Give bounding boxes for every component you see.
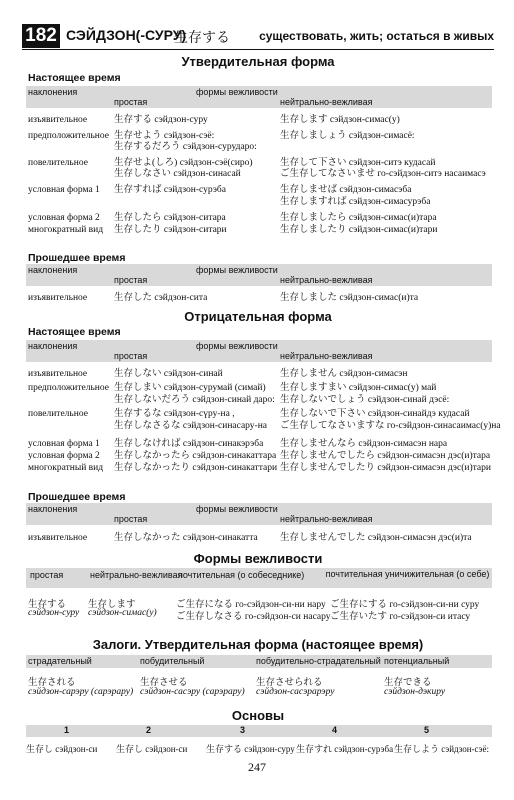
voice-causative-passive-jp: 生存させられる <box>256 677 323 688</box>
aff-present-neutral: 生存します сэйдзон-симас(у) <box>280 115 400 125</box>
base-num-3: 3 <box>240 725 246 735</box>
politeness-honorific-1: ご生存になる го-сэйдзон-си-ни нару <box>176 600 326 610</box>
neg-present-plain: 生存しなければ сэйдзон-синакэрэба <box>114 439 264 449</box>
col-plain: простая <box>114 97 148 107</box>
col-politeness: формы вежливости <box>196 341 278 351</box>
base-value-3: 生存する сэйдзон-суру <box>206 744 295 754</box>
base-num-4: 4 <box>332 725 338 735</box>
neg-present-table-header <box>26 340 492 362</box>
section-politeness-title: Формы вежливости <box>193 551 323 566</box>
col-politeness: формы вежливости <box>196 504 278 514</box>
voice-causative-rom: сэйдзон-сасэру (сарэрару) <box>140 687 245 697</box>
col-mood: наклонения <box>28 341 78 351</box>
entry-japanese: 生存する <box>174 30 230 46</box>
voice-col-causative-passive: побудительно-страдательный <box>256 656 381 666</box>
col-neutral: нейтрально-вежливая <box>280 514 373 524</box>
voice-causative-passive-rom: сэйдзон-сасэрарэру <box>256 687 335 697</box>
base-value-1: 生存し сэйдзон-си <box>26 744 98 754</box>
entry-translation: существовать, жить; остаться в живых <box>259 29 494 43</box>
neg-present-plain: 生存しないだろう сэйдзон-синай даро: <box>114 395 275 405</box>
section-negative-title: Отрицательная форма <box>184 309 332 324</box>
voice-passive-rom: сэйдзон-сарэру (сарэрару) <box>28 687 134 697</box>
neg-present-neutral: 生存しますまい сэйдзон-симас(у) май <box>280 383 437 393</box>
neg-present-neutral: 生存しませんでしたり сэйдзон-симасэн дэс(и)тари <box>280 463 491 473</box>
politeness-neutral-rom: сэйдзон-симас(у) <box>88 608 157 618</box>
voice-potential-rom: сэйдзон-дэкиру <box>384 687 446 697</box>
neg-past-neutral: 生存しませんでした сэйдзон-симасэн дэс(и)та <box>280 533 472 543</box>
neg-present-neutral: 生存しないでしょう сэйдзон-синай дэсё: <box>280 395 450 405</box>
entry-verb: СЭЙДЗОН(-СУРУ) <box>66 27 187 43</box>
neg-present-plain: 生存しなさるな сэйдзон-синасару-на <box>114 421 268 431</box>
neg-past-title: Прошедшее время <box>28 491 126 503</box>
header-rule <box>22 49 494 50</box>
aff-present-plain: 生存するだろう сэйдзон-сурударо: <box>114 142 257 152</box>
voice-causative-jp: 生存させる <box>140 677 188 688</box>
neg-present-title: Настоящее время <box>28 326 121 338</box>
neg-present-plain: 生存しなかったり сэйдзон-синакаттари <box>114 463 278 473</box>
neg-present-mood: повелительное <box>28 409 88 419</box>
neg-present-mood: предположительное <box>28 383 109 393</box>
aff-present-neutral: 生存しませば сэйдзон-симасэба <box>280 185 412 195</box>
neg-present-neutral: ご生存してなさいますな го-сэйдзон-синасаимас(у)на <box>280 421 501 431</box>
col-mood: наклонения <box>28 265 78 275</box>
politeness-honorific-2: ご生存しなさる го-сэйдзон-си насару <box>176 612 331 622</box>
aff-present-neutral: 生存しましたり сэйдзон-симас(и)тари <box>280 225 438 235</box>
page-header <box>22 24 494 48</box>
aff-present-title: Настоящее время <box>28 72 121 84</box>
neg-present-mood: многократный вид <box>28 463 104 473</box>
aff-present-plain: 生存したり сэйдзон-ситари <box>114 225 227 235</box>
aff-present-neutral: 生存しましたら сэйдзон-симас(и)тара <box>280 213 437 223</box>
politeness-col-plain: простая <box>30 570 64 580</box>
aff-present-mood: условная форма 2 <box>28 213 100 223</box>
aff-past-title: Прошедшее время <box>28 252 126 264</box>
col-neutral: нейтрально-вежливая <box>280 97 373 107</box>
base-value-5: 生存しよう сэйдзон-сэё: <box>394 744 490 754</box>
aff-past-neutral: 生存しました сэйдзон-симас(и)та <box>280 293 419 303</box>
voice-passive-jp: 生存される <box>28 677 76 688</box>
neg-present-plain: 生存しまい сэйдзон-сурумай (симай) <box>114 383 266 393</box>
aff-present-plain: 生存しなさい сэйдзон-синасай <box>114 169 241 179</box>
politeness-col-humble: почтительная уничижительная (о себе) <box>325 569 490 579</box>
col-mood: наклонения <box>28 504 78 514</box>
aff-present-table-header <box>26 86 492 108</box>
page-number: 247 <box>248 760 266 774</box>
col-neutral: нейтрально-вежливая <box>280 275 373 285</box>
neg-past-plain: 生存しなかった сэйдзон-синакатта <box>114 533 258 543</box>
base-num-2: 2 <box>146 725 152 735</box>
neg-present-neutral: 生存しませんでしたら сэйдзон-симасэн дэс(и)тара <box>280 451 491 461</box>
col-neutral: нейтрально-вежливая <box>280 351 373 361</box>
aff-present-mood: изъявительное <box>28 115 88 125</box>
neg-present-plain: 生存しない сэйдзон-синай <box>114 369 223 379</box>
aff-present-plain: 生存せよ(しろ) сэйдзон-сэё(сиро) <box>114 158 253 168</box>
base-value-4: 生存すれ сэйдзон-сурэба <box>296 744 394 754</box>
neg-present-neutral: 生存しません сэйдзон-симасэн <box>280 369 408 379</box>
aff-present-neutral: ご生存してなさいませ го-сэйдзон-ситэ насаимасэ <box>280 169 486 179</box>
neg-present-plain: 生存するな сэйдзон-сүру-на , <box>114 409 235 419</box>
voice-col-passive: страдательный <box>28 656 92 666</box>
voice-col-potential: потенциальный <box>384 656 450 666</box>
col-plain: простая <box>114 275 148 285</box>
politeness-neutral-jp: 生存します <box>88 599 136 610</box>
aff-present-plain: 生存せよう сэйдзон-сэё: <box>114 131 215 141</box>
neg-past-table-header <box>26 503 492 525</box>
neg-present-neutral: 生存しないで下さい сэйдзон-синайдэ кудасай <box>280 409 470 419</box>
base-value-2: 生存し сэйдзон-си <box>116 744 188 754</box>
bases-header <box>26 725 492 737</box>
voice-col-causative: побудительный <box>140 656 205 666</box>
col-politeness: формы вежливости <box>196 265 278 275</box>
politeness-col-honorific: почтительная (о собеседнике) <box>178 570 305 580</box>
aff-present-neutral: 生存しましょう сэйдзон-симасё: <box>280 131 415 141</box>
base-num-1: 1 <box>64 725 70 735</box>
politeness-col-neutral: нейтрально-вежливая <box>90 570 183 580</box>
aff-past-table-header <box>26 264 492 286</box>
entry-number: 182 <box>22 24 60 48</box>
aff-present-mood: повелительное <box>28 158 88 168</box>
neg-present-plain: 生存しなかったら сэйдзон-синакаттара <box>114 451 277 461</box>
base-num-5: 5 <box>424 725 430 735</box>
neg-past-mood: изъявительное <box>28 533 88 543</box>
politeness-humble-2: ご生存いたす го-сэйдзон-си итасу <box>330 612 471 622</box>
voice-potential-jp: 生存できる <box>384 677 432 688</box>
aff-present-mood: условная форма 1 <box>28 185 100 195</box>
aff-present-plain: 生存したら сэйдзон-ситара <box>114 213 226 223</box>
politeness-humble-1: ご生存にする го-сэйдзон-си-ни суру <box>330 600 480 610</box>
neg-present-mood: условная форма 1 <box>28 439 100 449</box>
col-plain: простая <box>114 351 148 361</box>
aff-past-plain: 生存した сэйдзон-сита <box>114 293 208 303</box>
aff-present-plain: 生存すれば сэйдзон-сурэба <box>114 185 226 195</box>
section-voice-title: Залоги. Утвердительная форма (настоящее время) <box>92 637 424 652</box>
col-plain: простая <box>114 514 148 524</box>
neg-present-neutral: 生存しませんなら сэйдзон-симасэн нара <box>280 439 448 449</box>
aff-present-plain: 生存する сэйдзон-суру <box>114 115 208 125</box>
aff-present-neutral: 生存しますれば сэйдзон-симасурэба <box>280 197 431 207</box>
politeness-plain-rom: сэйдзон-суру <box>28 608 80 618</box>
aff-past-mood: изъявительное <box>28 293 88 303</box>
aff-present-mood: предположительное <box>28 131 109 141</box>
politeness-plain-jp: 生存する <box>28 599 67 610</box>
col-politeness: формы вежливости <box>196 87 278 97</box>
neg-present-mood: изъявительное <box>28 369 88 379</box>
aff-present-neutral: 生存して下さい сэйдзон-ситэ кудасай <box>280 158 436 168</box>
neg-present-mood: условная форма 2 <box>28 451 100 461</box>
col-mood: наклонения <box>28 87 78 97</box>
section-affirmative-title: Утвердительная форма <box>181 54 335 69</box>
aff-present-mood: многократный вид <box>28 225 104 235</box>
section-bases-title: Основы <box>231 708 285 723</box>
